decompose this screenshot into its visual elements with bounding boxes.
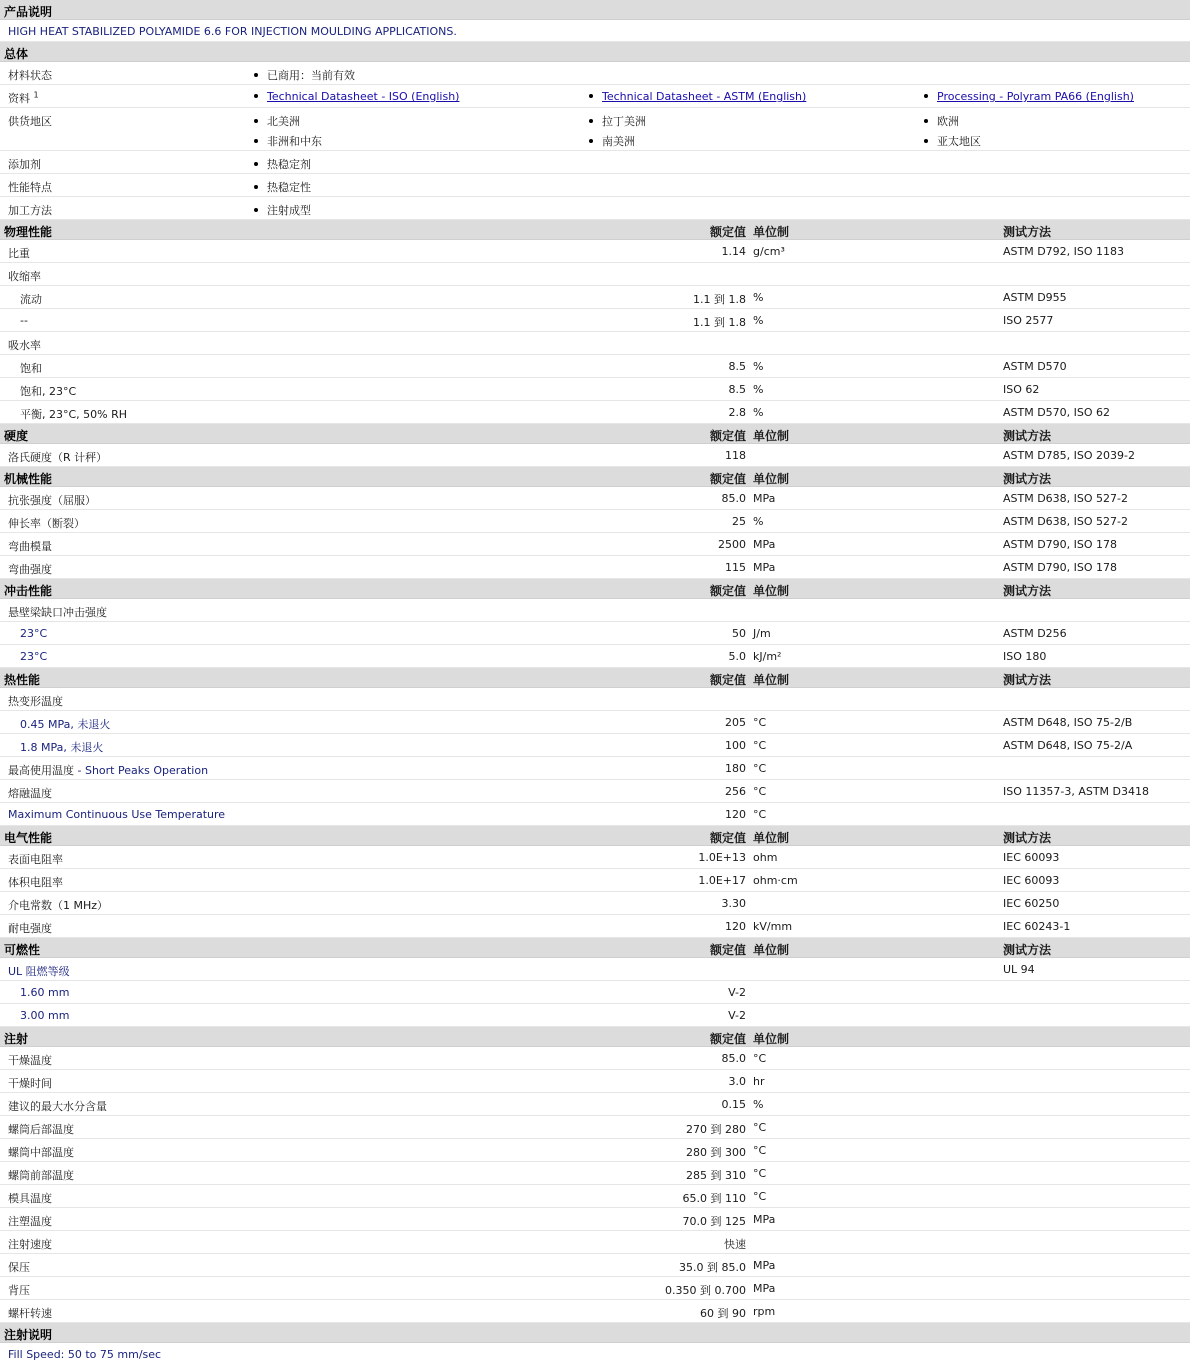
property-row xyxy=(0,332,1190,355)
property-label: 弯曲模量 xyxy=(8,540,52,553)
col-header-test: 测试方法 xyxy=(1003,673,1052,687)
section-title: 可燃性 xyxy=(4,943,41,957)
property-value: 65.0 到 110 xyxy=(682,1192,746,1205)
property-unit: % xyxy=(753,383,764,396)
property-test-method: IEC 60093 xyxy=(1003,851,1060,864)
property-label: 平衡, 23°C, 50% RH xyxy=(20,408,128,421)
property-label: 1.60 mm xyxy=(20,986,70,999)
property-value: 8.5 xyxy=(728,360,746,373)
property-label: 螺筒中部温度 xyxy=(8,1146,74,1159)
property-value: 180 xyxy=(725,762,746,775)
section-header-notes xyxy=(0,1323,1190,1343)
property-test-method: ISO 62 xyxy=(1003,383,1040,396)
property-value: 2500 xyxy=(718,538,746,551)
property-unit: kJ/m² xyxy=(753,650,782,663)
property-label: 流动 xyxy=(20,293,42,306)
property-row xyxy=(0,1162,1190,1185)
section-header xyxy=(0,1027,1190,1047)
property-row xyxy=(0,1047,1190,1070)
col-header-unit: 单位制 xyxy=(753,472,790,486)
property-test-method: ISO 180 xyxy=(1003,650,1047,663)
property-value: 3.30 xyxy=(721,897,746,910)
bullet-icon xyxy=(589,119,593,123)
property-value: 205 xyxy=(725,716,746,729)
property-label: 弯曲强度 xyxy=(8,563,52,576)
col-header-test: 测试方法 xyxy=(1003,472,1052,486)
section-title: 产品说明 xyxy=(4,5,53,19)
property-unit: J/m xyxy=(753,627,771,640)
property-test-method: UL 94 xyxy=(1003,963,1035,976)
property-value: V-2 xyxy=(728,1009,746,1022)
property-label: Maximum Continuous Use Temperature xyxy=(8,808,226,821)
property-label: 干燥时间 xyxy=(8,1077,52,1090)
col-header-unit: 单位制 xyxy=(753,831,790,845)
property-row xyxy=(0,1277,1190,1300)
property-label: 注塑温度 xyxy=(8,1215,52,1228)
property-unit: % xyxy=(753,515,764,528)
property-label: 热变形温度 xyxy=(8,695,63,708)
property-value: 120 xyxy=(725,920,746,933)
property-value: 1.0E+13 xyxy=(698,851,746,864)
bullet-icon xyxy=(924,139,928,143)
property-label: 熔融温度 xyxy=(8,787,52,800)
col-header-value: 额定值 xyxy=(709,1032,746,1046)
col-header-test: 测试方法 xyxy=(1003,429,1052,443)
property-value: 50 xyxy=(732,627,746,640)
property-test-method: ISO 2577 xyxy=(1003,314,1054,327)
bullet-icon xyxy=(589,94,593,98)
status-label: 材料状态 xyxy=(8,69,52,82)
property-row xyxy=(0,286,1190,309)
property-test-method: ASTM D792, ISO 1183 xyxy=(1003,245,1125,258)
property-row xyxy=(0,487,1190,510)
product-description-row xyxy=(0,20,1190,42)
col-header-unit: 单位制 xyxy=(753,584,790,598)
supply-region: 南美洲 xyxy=(602,135,635,148)
property-unit: % xyxy=(753,360,764,373)
docs-footnote: 1 xyxy=(33,90,39,100)
notes-row xyxy=(0,1343,1190,1361)
property-unit: °C xyxy=(753,1144,767,1157)
col-header-value: 额定值 xyxy=(709,225,746,239)
property-label: 比重 xyxy=(8,247,30,260)
section-header xyxy=(0,424,1190,444)
section-title: 注射 xyxy=(4,1032,29,1046)
property-value: 25 xyxy=(732,515,746,528)
section-title: 硬度 xyxy=(4,429,29,443)
property-label: 体积电阻率 xyxy=(8,876,63,889)
property-label: 饱和 xyxy=(20,362,42,375)
property-unit: MPa xyxy=(753,1282,776,1295)
property-sections xyxy=(0,220,1190,1323)
property-label: -- xyxy=(20,314,28,327)
bullet-icon xyxy=(589,139,593,143)
feature-value: 热稳定性 xyxy=(267,181,311,194)
property-value: 35.0 到 85.0 xyxy=(679,1261,746,1274)
col-header-value: 额定值 xyxy=(709,584,746,598)
property-row xyxy=(0,444,1190,467)
property-row xyxy=(0,240,1190,263)
col-header-unit: 单位制 xyxy=(753,943,790,957)
property-row xyxy=(0,915,1190,938)
property-unit: °C xyxy=(753,1121,767,1134)
supply-region: 欧洲 xyxy=(937,115,959,128)
property-row xyxy=(0,688,1190,711)
process-row xyxy=(0,197,1190,220)
property-label: 3.00 mm xyxy=(20,1009,70,1022)
property-row xyxy=(0,1070,1190,1093)
property-note: - Short Peaks Operation xyxy=(74,764,209,777)
property-unit: ohm·cm xyxy=(753,874,798,887)
property-value: 1.0E+17 xyxy=(698,874,746,887)
section-title: 注射说明 xyxy=(4,1328,53,1342)
property-row xyxy=(0,401,1190,424)
property-label: 螺筒后部温度 xyxy=(8,1123,74,1136)
property-test-method: IEC 60093 xyxy=(1003,874,1060,887)
property-value: 100 xyxy=(725,739,746,752)
bullet-icon xyxy=(254,185,258,189)
property-unit: MPa xyxy=(753,1213,776,1226)
property-test-method: ASTM D785, ISO 2039-2 xyxy=(1003,449,1136,462)
property-unit: kV/mm xyxy=(753,920,793,933)
property-row xyxy=(0,309,1190,332)
property-row xyxy=(0,1254,1190,1277)
property-test-method: ASTM D570 xyxy=(1003,360,1067,373)
property-row xyxy=(0,1231,1190,1254)
process-label: 加工方法 xyxy=(8,204,52,217)
property-label: 介电常数（1 MHz） xyxy=(8,899,109,912)
property-label: 悬壁梁缺口冲击强度 xyxy=(8,606,107,619)
bullet-icon xyxy=(924,94,928,98)
property-label: 抗张强度（屈服） xyxy=(8,494,96,507)
property-unit: g/cm³ xyxy=(753,245,785,258)
property-label: 表面电阻率 xyxy=(8,853,63,866)
property-value: 1.1 到 1.8 xyxy=(693,316,746,329)
section-title: 电气性能 xyxy=(4,831,53,845)
status-value: 已商用：当前有效 xyxy=(267,69,355,82)
section-header xyxy=(0,467,1190,487)
status-row xyxy=(0,62,1190,85)
property-label: 螺杆转速 xyxy=(8,1307,52,1320)
supply-region: 亚太地区 xyxy=(937,135,981,148)
property-test-method: ISO 11357-3, ASTM D3418 xyxy=(1003,785,1150,798)
property-row xyxy=(0,711,1190,734)
section-header xyxy=(0,220,1190,240)
bullet-icon xyxy=(254,162,258,166)
col-header-unit: 单位制 xyxy=(753,673,790,687)
property-row xyxy=(0,757,1190,780)
property-value: 85.0 xyxy=(721,492,746,505)
property-unit: °C xyxy=(753,1167,767,1180)
property-value: 118 xyxy=(725,449,746,462)
section-header-general xyxy=(0,42,1190,62)
property-row xyxy=(0,734,1190,757)
property-row xyxy=(0,803,1190,826)
property-unit: rpm xyxy=(753,1305,776,1318)
property-value: 1.1 到 1.8 xyxy=(693,293,746,306)
property-unit: MPa xyxy=(753,1259,776,1272)
property-label: 0.45 MPa, 未退火 xyxy=(20,718,111,731)
property-row xyxy=(0,510,1190,533)
feature-row xyxy=(0,174,1190,197)
property-value: 120 xyxy=(725,808,746,821)
supply-region: 非洲和中东 xyxy=(267,135,322,148)
property-label: 耐电强度 xyxy=(8,922,52,935)
property-unit: °C xyxy=(753,739,767,752)
property-test-method: ASTM D256 xyxy=(1003,627,1067,640)
property-test-method: ASTM D790, ISO 178 xyxy=(1003,538,1118,551)
property-label: 模具温度 xyxy=(8,1192,52,1205)
property-row xyxy=(0,599,1190,622)
property-label: 饱和, 23°C xyxy=(20,385,77,398)
property-label: 收缩率 xyxy=(8,270,41,283)
section-header xyxy=(0,938,1190,958)
property-unit: ohm xyxy=(753,851,778,864)
bullet-icon xyxy=(254,139,258,143)
property-value: 270 到 280 xyxy=(686,1123,746,1136)
property-label: 洛氏硬度（R 计秤） xyxy=(8,451,108,464)
property-value: V-2 xyxy=(728,986,746,999)
property-test-method: ASTM D570, ISO 62 xyxy=(1003,406,1111,419)
property-value: 5.0 xyxy=(728,650,746,663)
property-unit: °C xyxy=(753,762,767,775)
property-unit: °C xyxy=(753,785,767,798)
property-label: 最高使用温度 xyxy=(8,764,74,777)
property-unit: °C xyxy=(753,716,767,729)
property-value: 285 到 310 xyxy=(686,1169,746,1182)
col-header-unit: 单位制 xyxy=(753,1032,790,1046)
bullet-icon xyxy=(254,119,258,123)
bullet-icon xyxy=(254,208,258,212)
property-label: 1.8 MPa, 未退火 xyxy=(20,741,104,754)
property-value: 0.350 到 0.700 xyxy=(665,1284,746,1297)
property-row xyxy=(0,1116,1190,1139)
col-header-value: 额定值 xyxy=(709,943,746,957)
property-unit: hr xyxy=(753,1075,765,1088)
col-header-unit: 单位制 xyxy=(753,225,790,239)
property-row xyxy=(0,1208,1190,1231)
property-row xyxy=(0,1139,1190,1162)
section-title: 物理性能 xyxy=(4,225,53,239)
property-label: 干燥温度 xyxy=(8,1054,52,1067)
col-header-value: 额定值 xyxy=(709,472,746,486)
property-row xyxy=(0,378,1190,401)
property-row xyxy=(0,1093,1190,1116)
property-row xyxy=(0,958,1190,981)
additive-label: 添加剂 xyxy=(8,158,41,171)
property-value: 1.14 xyxy=(721,245,746,258)
property-value: 256 xyxy=(725,785,746,798)
property-value: 8.5 xyxy=(728,383,746,396)
doc-link-astm[interactable]: Technical Datasheet - ASTM (English) xyxy=(602,90,807,103)
property-unit: % xyxy=(753,406,764,419)
notes-text: Fill Speed: 50 to 75 mm/sec xyxy=(8,1348,162,1361)
docs-row xyxy=(0,85,1190,108)
col-header-unit: 单位制 xyxy=(753,429,790,443)
property-row xyxy=(0,846,1190,869)
property-value: 60 到 90 xyxy=(700,1307,746,1320)
property-unit: °C xyxy=(753,1190,767,1203)
col-header-value: 额定值 xyxy=(709,831,746,845)
docs-label: 资料 xyxy=(8,92,30,105)
property-unit: °C xyxy=(753,1052,767,1065)
property-label: 23°C xyxy=(20,627,48,640)
property-unit: MPa xyxy=(753,492,776,505)
supply-row xyxy=(0,108,1190,151)
property-unit: % xyxy=(753,291,764,304)
property-value: 280 到 300 xyxy=(686,1146,746,1159)
section-title: 冲击性能 xyxy=(4,584,53,598)
additive-row xyxy=(0,151,1190,174)
col-header-test: 测试方法 xyxy=(1003,225,1052,239)
property-test-method: ASTM D638, ISO 527-2 xyxy=(1003,492,1129,505)
col-header-value: 额定值 xyxy=(709,429,746,443)
col-header-test: 测试方法 xyxy=(1003,584,1052,598)
product-description: HIGH HEAT STABILIZED POLYAMIDE 6.6 FOR INJECTION MOULDING APPLICATIONS. xyxy=(8,25,457,38)
section-title: 总体 xyxy=(4,47,29,61)
bullet-icon xyxy=(924,119,928,123)
property-row xyxy=(0,869,1190,892)
section-header xyxy=(0,579,1190,599)
property-value: 0.15 xyxy=(721,1098,746,1111)
property-label: 背压 xyxy=(8,1284,30,1297)
col-header-value: 额定值 xyxy=(709,673,746,687)
property-test-method: ASTM D638, ISO 527-2 xyxy=(1003,515,1129,528)
property-unit: °C xyxy=(753,808,767,821)
section-header xyxy=(0,668,1190,688)
property-test-method: ASTM D790, ISO 178 xyxy=(1003,561,1118,574)
col-header-test: 测试方法 xyxy=(1003,943,1052,957)
property-row xyxy=(0,645,1190,668)
property-row xyxy=(0,892,1190,915)
additive-value: 热稳定剂 xyxy=(267,158,311,171)
property-label: 吸水率 xyxy=(8,339,41,352)
col-header-test: 测试方法 xyxy=(1003,831,1052,845)
property-row xyxy=(0,1004,1190,1027)
property-label: 23°C xyxy=(20,650,48,663)
bullet-icon xyxy=(254,73,258,77)
property-row xyxy=(0,533,1190,556)
section-header xyxy=(0,826,1190,846)
property-value: 85.0 xyxy=(721,1052,746,1065)
property-label: 建议的最大水分含量 xyxy=(8,1100,107,1113)
property-row xyxy=(0,981,1190,1004)
property-test-method: ASTM D648, ISO 75-2/A xyxy=(1003,739,1133,752)
property-value: 3.0 xyxy=(728,1075,746,1088)
property-test-method: ASTM D955 xyxy=(1003,291,1067,304)
doc-link-processing[interactable]: Processing - Polyram PA66 (English) xyxy=(937,90,1134,103)
property-row xyxy=(0,1185,1190,1208)
supply-region: 拉丁美洲 xyxy=(602,115,646,128)
property-test-method: IEC 60250 xyxy=(1003,897,1060,910)
property-row xyxy=(0,556,1190,579)
section-title: 热性能 xyxy=(4,673,41,687)
property-row xyxy=(0,263,1190,286)
property-value: 快速 xyxy=(724,1238,746,1251)
section-header-product xyxy=(0,0,1190,20)
section-title: 机械性能 xyxy=(4,472,53,486)
property-label: 保压 xyxy=(8,1261,30,1274)
property-test-method: IEC 60243-1 xyxy=(1003,920,1071,933)
property-unit: MPa xyxy=(753,538,776,551)
property-unit: MPa xyxy=(753,561,776,574)
property-label: 注射速度 xyxy=(8,1238,52,1251)
property-value: 115 xyxy=(725,561,746,574)
property-row xyxy=(0,355,1190,378)
doc-link-iso[interactable]: Technical Datasheet - ISO (English) xyxy=(267,90,460,103)
property-row xyxy=(0,622,1190,645)
property-label: 伸长率（断裂） xyxy=(8,517,85,530)
property-label: UL 阻燃等级 xyxy=(8,965,70,978)
supply-label: 供货地区 xyxy=(8,115,52,128)
process-value: 注射成型 xyxy=(267,204,311,217)
property-value: 2.8 xyxy=(728,406,746,419)
property-row xyxy=(0,780,1190,803)
bullet-icon xyxy=(254,94,258,98)
property-unit: % xyxy=(753,314,764,327)
property-unit: % xyxy=(753,1098,764,1111)
property-label: 螺筒前部温度 xyxy=(8,1169,74,1182)
property-row xyxy=(0,1300,1190,1323)
feature-label: 性能特点 xyxy=(8,181,52,194)
property-value: 70.0 到 125 xyxy=(682,1215,746,1228)
supply-region: 北美洲 xyxy=(267,115,300,128)
property-test-method: ASTM D648, ISO 75-2/B xyxy=(1003,716,1133,729)
